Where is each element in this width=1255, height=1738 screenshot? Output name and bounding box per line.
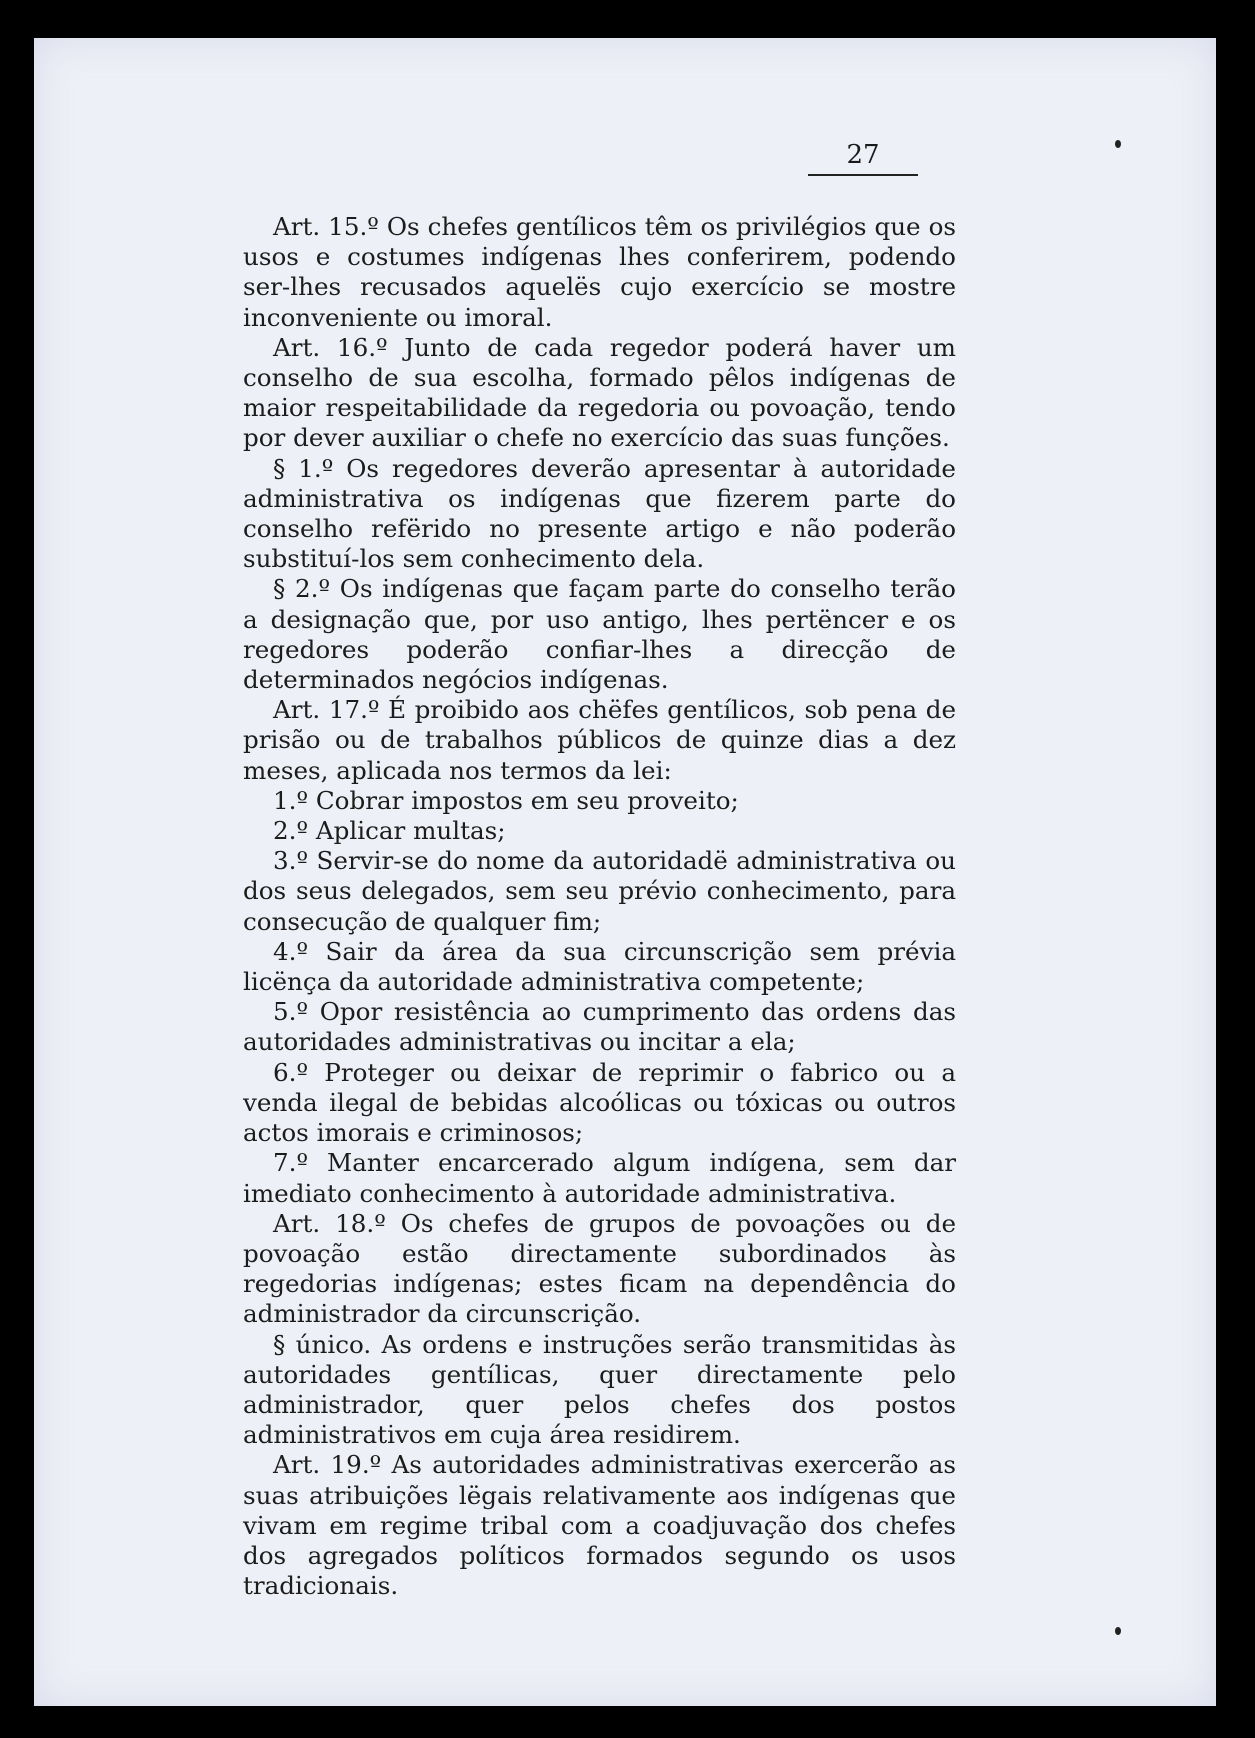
paragraph: § único. As ordens e instruções serão transmitidas às autoridades gentílicas, quer directamente pelo administrador, quer pelos chefes dos postos administrativos em cuja área residirem. [243, 1329, 956, 1450]
paragraph: Art. 16.º Junto de cada regedor poderá haver um conselho de sua escolha, formado pêlos indígenas de maior respeitabilidade da regedoria ou povoação, tendo por dever auxiliar o chefe no exercício das suas funções. [243, 332, 956, 453]
paragraph: 2.º Aplicar multas; [273, 816, 506, 846]
paragraph: 6.º Proteger ou deixar de reprimir o fabrico ou a venda ilegal de bebidas alcoólicas ou tóxicas ou outros actos imorais e criminosos; [243, 1057, 956, 1148]
paragraph: Art. 15.º Os chefes gentílicos têm os privilégios que os usos e costumes indígenas lhes conferirem, podendo ser-lhes recusados aquelës cujo exercício se mostre inconveniente ou imoral. [243, 212, 956, 332]
page-mark [1115, 140, 1121, 148]
paragraph: 7.º Manter encarcerado algum indígena, sem dar imediato conhecimento à autoridade administrativa. [243, 1148, 956, 1208]
body-text [243, 212, 956, 1601]
paragraph: 5.º Opor resistência ao cumprimento das ordens das autoridades administrativas ou incitar a ela; [243, 997, 956, 1057]
paragraph: § 1.º Os regedores deverão apresentar à autoridade administrativa os indígenas que fizerem parte do conselho refërido no presente artigo e não poderão substituí-los sem conhecimento dela. [243, 453, 956, 574]
paragraph: 1.º Cobrar impostos em seu proveito; [273, 785, 739, 815]
paragraph: § 2.º Os indígenas que façam parte do conselho terão a designação que, por uso antigo, lhes pertëncer e os regedores poderão confiar-lhes a direcção de determinados negócios indígenas. [243, 574, 956, 695]
page-mark [1115, 1627, 1121, 1635]
paragraph: 4.º Sair da área da sua circunscrição sem prévia licënça da autoridade administrativa competente; [243, 936, 956, 997]
paragraph: Art. 17.º É proibido aos chëfes gentílicos, sob pena de prisão ou de trabalhos públicos de quinze dias a dez meses, aplicada nos termos da lei: [243, 695, 956, 785]
paragraph: 3.º Servir-se do nome da autoridadë administrativa ou dos seus delegados, sem seu prévio conhecimento, para consecução de qualquer fim; [243, 846, 956, 936]
page-number: 27 [808, 140, 918, 176]
paragraph: Art. 19.º As autoridades administrativas exercerão as suas atribuições lëgais relativamente aos indígenas que vivam em regime tribal com a coadjuvação dos chefes dos agregados políticos formados segundo os usos tradicionais. [243, 1450, 956, 1601]
paragraph: Art. 18.º Os chefes de grupos de povoações ou de povoação estão directamente subordinados às regedorias indígenas; estes ficam na dependência do administrador da circunscrição. [243, 1208, 956, 1329]
